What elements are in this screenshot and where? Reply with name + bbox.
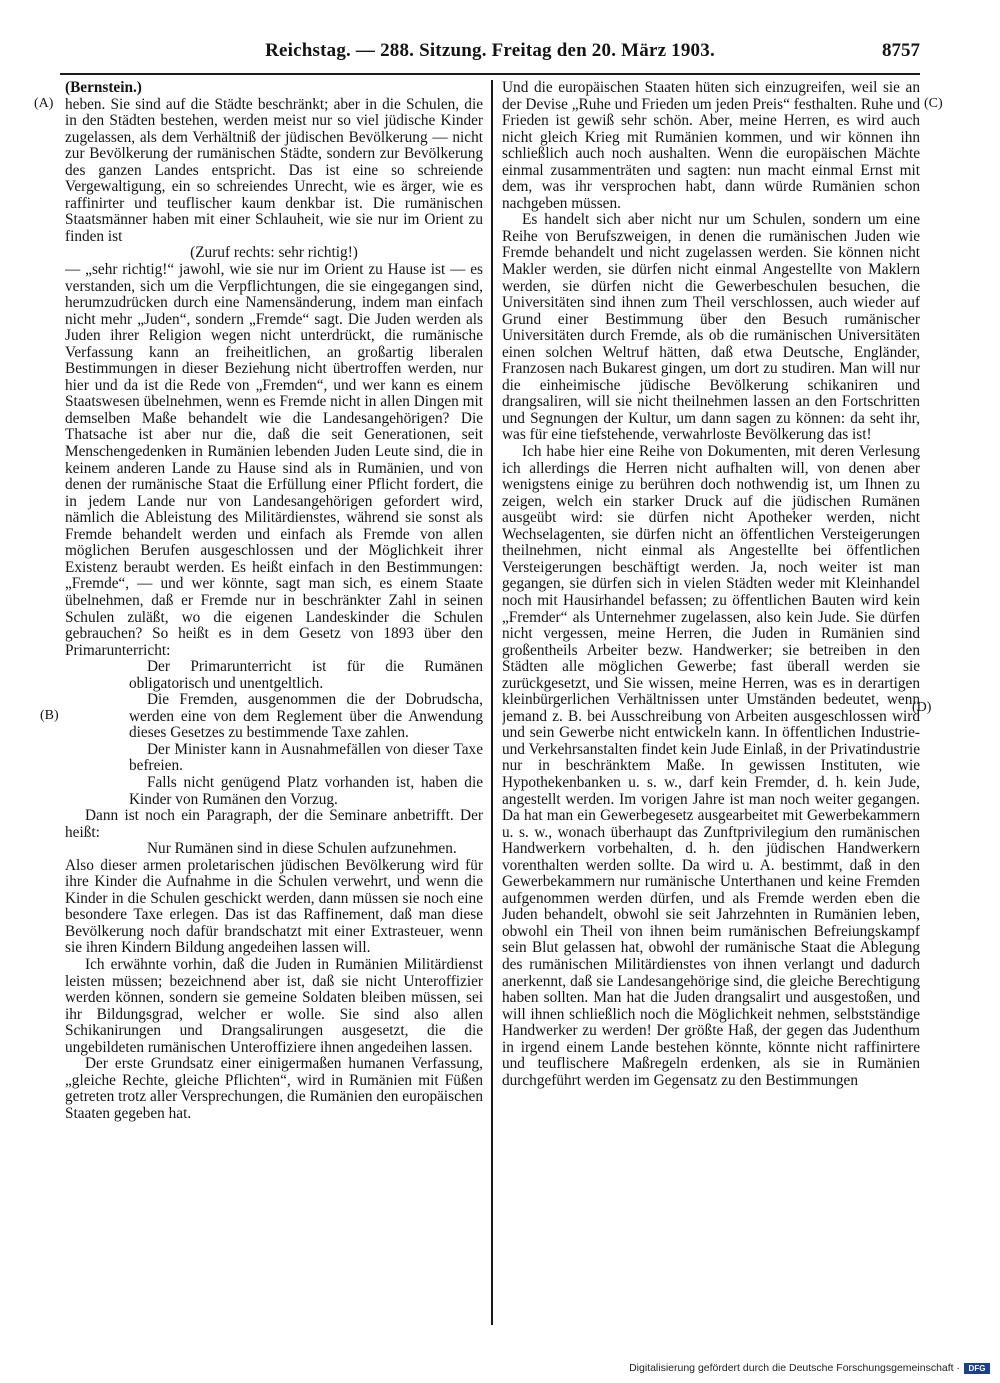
paragraph: Es handelt sich aber nicht nur um Schulen, sondern um eine Reihe von Berufszweigen, in denen die rumänischen Juden wie Fremde behandelt und nicht zugelassen werden. Sie können nicht Makler werden, sie dürfen nicht einmal Angestellte von Maklern werden, sie dürfen nicht die Gewerbeschulen besuchen, die Universitäten sind ihnen zum Theil verschlossen, auch wieder auf Grund einer Bestimmung über den Besuch rumänischer Universitäten durch Fremde, als ob die rumänischen Universitäten einen solchen Weltruf hätten, daß etwa Deutsche, Engländer, Franzosen nach Bukarest gingen, um dort zu studiren. Man will nur die einheimische jüdische Bevölkerung schikaniren und drangsaliren, will sie nicht theilnehmen lassen an den Fortschritten und Segnungen der Kultur, um dann sagen zu können: da seht ihr, was für eine tiefstehende, verwahrloste Bevölkerung das ist! [502,211,920,444]
paragraph: Ich erwähnte vorhin, daß die Juden in Rumänien Militärdienst leisten müssen; bezeichnend aber ist, daß sie nicht Unteroffizier werden können, sondern sie gemeine Soldaten bleiben müssen, sei ihr Bildungsgrad, welcher er wolle. Sie sind also allen Schikanirungen und Drangsalirungen ausgesetzt, die die ungebildeten rumänischen Unteroffiziere ihnen angedeihen lassen. [65,955,483,1056]
quoted-law: Nur Rumänen sind in diese Schulen aufzunehmen. [147,840,457,858]
speaker-name: (Bernstein.) [65,80,142,96]
column-divider [491,80,493,1325]
margin-marker-b: (B) [40,708,59,723]
header-rule [60,73,920,75]
quoted-law: Der Primarunterricht ist für die Rumänen obligatorisch und unentgeltlich. [129,658,483,692]
left-column [65,80,483,1325]
paragraph: — „sehr richtig!“ jawohl, wie sie nur im Orient zu Hause ist — es verstanden, sich um die Verpflichtungen, die sie eingegangen sind, herumzudrücken durch eine Namensänderung, indem man einfach nicht mehr „Juden“, sondern „Fremde“ sagt. Die Juden werden als Juden ihrer Religion wegen nicht unterdrückt, die rumänische Verfassung kann an freiheitlichen, an großartig liberalen Bestimmungen in dieser Beziehung nicht übertroffen werden, nur hier und da ist die Rede von „Fremden“, und wer kann es einem Staatswesen übelnehmen, wenn es Fremde nicht in allen Dingen mit demselben Maße behandelt wie die Landesangehörigen? Die Thatsache ist aber nur die, daß die seit Generationen, seit Menschengedenken in Rumänien lebenden Juden Leute sind, die in keinem anderen Lande zu Hause sind als in Rumänien, und von denen der rumänische Staat die Erfüllung einer Pflicht fordert, die in jedem Lande nur von Landesangehörigen gefordert wird, nämlich die Ableistung des Militärdienstes, während sie sonst als Fremde behandelt werden und einfach als Fremde von allen möglichen Berufen ausgeschlossen und der Möglichkeit ihrer Existenz beraubt werden. Es heißt einfach in den Bestimmungen: „Fremde“, — und wer könnte, sagt man sich, es einem Staate übelnehmen, daß er Fremde nur in beschränkter Zahl in seinen Schulen zuläßt, wo die eigenen Landeskinder die Schulen gebrauchen? So heißt es in dem Gesetz von 1893 über den Primarunterricht: [65,261,483,659]
paragraph: Ich habe hier eine Reihe von Dokumenten, mit deren Verlesung ich allerdings die Herren nicht aufhalten will, von denen aber wenigstens einige zu berühren doch nothwendig ist, um Ihnen zu zeigen, welch ein starker Druck auf die jüdischen Rumänen ausgeübt wird: sie dürfen nicht Apotheker werden, nicht Wechselagenten, sie dürfen nicht an öffentlichen Versteigerungen theilnehmen, nicht einmal als Angestellte bei öffentlichen Versteigerungen beschäftigt werden. Ja, noch weiter ist man gegangen, sie dürfen sich in vielen Städten weder mit Kleinhandel noch mit Hausirhandel befassen; zu öffentlichen Bauten wird kein „Fremder“ als Unternehmer zugelassen, also kein Jude. Sie dürfen nicht vergessen, meine Herren, die Juden in Rumänien sind großentheils Arbeiter bezw. Handwerker; sie betreiben in den Städten alle möglichen Gewerbe; fast überall werden sie zurückgesetzt, und Sie wissen, meine Herren, was es in derartigen kleinbürgerlichen Verhältnissen unter Umständen bedeutet, wenn jemand z. B. bei Ausschreibung von Arbeiten ausgeschlossen wird und sein Gewerbe nicht entwickeln kann. In öffentlichen Industrie- und Verkehrsanstalten findet kein Jude Einlaß, in der Privatindustrie nur in beschränktem Maße. In gewissen Instituten, wie Hypothekenbanken u. s. w., darf kein Fremder, d. h. kein Jude, angestellt werden. Im vorigen Jahre ist man noch weiter gegangen. Da hat man ein Gewerbegesetz ausgearbeitet mit Gewerbekammern u. s. w., wonach überhaupt das Zunftprivilegium den rumänischen Handwerkern vorbehalten, d. h. den jüdischen Handwerkern vorenthalten werden sollte. Da wird u. A. bestimmt, daß in den Gewerbekammern nur rumänische Unterthanen und keine Fremden aufgenommen werden dürfen, und als Fremde werden eben die Juden behandelt, obwohl sie seit Jahrzehnten in Rumänien leben, obwohl ein Theil von ihnen beim rumänischen Befreiungskampf sein Blut gelassen hat, obwohl der rumänische Staat die Ablegung des rumänischen Militärdienstes von ihnen verlangt und dadurch anerkennt, daß sie Landesangehörige sind, die gleiche Berechtigung haben sollten. Man hat die Juden drangsalirt und ausgestoßen, und will ihnen schließlich noch die Möglichkeit nehmen, selbstständige Handwerker zu werden! Der größte Haß, der gegen das Judenthum in irgend einem Lande bestehen könnte, könnte nicht raffinirtere und teuflischere Maßregeln erdenken, als sie in Rumänien durchgeführt werden im Gegensatz zu den Bestimmungen [502,443,920,1089]
paragraph: Dann ist noch ein Paragraph, der die Seminare anbetrifft. Der heißt: [65,807,483,841]
footer-credit [560,1362,990,1378]
paragraph: Der erste Grundsatz einer einigermaßen humanen Verfassung, „gleiche Rechte, gleiche Pflichten“, wird in Rumänien mit Füßen getreten trotz aller Versprechungen, die Rumänien den europäischen Staaten gegeben hat. [65,1055,483,1122]
quoted-law: Die Fremden, ausgenommen die der Dobrudscha, werden eine von dem Reglement über die Anwendung dieses Gesetzes zu bestimmende Taxe zahlen. [129,691,483,742]
margin-marker-c: (C) [924,96,943,111]
interjection: (Zuruf rechts: sehr richtig!) [190,244,358,262]
right-column [502,80,920,1325]
footer-text: Digitalisierung gefördert durch die Deutsche Forschungsgemeinschaft · [629,1362,960,1374]
paragraph: Und die europäischen Staaten hüten sich einzugreifen, weil sie an der Devise „Ruhe und Frieden um jeden Preis“ festhalten. Ruhe und Frieden ist gewiß sehr schön. Aber, meine Herren, es wird auch nicht gleich Krieg mit Rumänien kommen, und wir können ihn schließlich auch noch aushalten. Wenn die europäischen Mächte einmal zusammenträten und sagten: nun macht einmal Ernst mit dem, was ihr versprochen habt, dann würde Rumänien schon nachgeben müssen. [502,80,920,212]
page-number: 8757 [882,40,920,61]
margin-marker-d: (D) [912,700,932,715]
page-header [60,40,920,70]
margin-marker-a: (A) [34,96,54,111]
quoted-law: Falls nicht genügend Platz vorhanden ist, haben die Kinder von Rumänen den Vorzug. [129,773,483,808]
paragraph: heben. Sie sind auf die Städte beschränkt; aber in die Schulen, die in den Städten bestehen, werden meist nur so viel jüdische Kinder zugelassen, als dem Verhältniß der jüdischen Bevölkerung — nicht zur Bevölkerung der rumänischen Städte, sondern zur Bevölkerung des ganzen Landes entspricht. Das ist eine so schreiende Vergewaltigung, ein so schreiendes Unrecht, wie es ärger, wie es raffinirter und teuflischer kaum denkbar ist. Die rumänischen Staatsmänner haben mit einer Schlauheit, wie sie nur im Orient zu finden ist [65,95,483,245]
paragraph: Also dieser armen proletarischen jüdischen Bevölkerung wird für ihre Kinder die Aufnahme in die Schulen verwehrt, und wenn die Kinder in die Schulen geschickt werden, dann müssen sie noch eine besondere Taxe erlegen. Das ist das Raffinement, daß man diese Bevölkerung noch dafür brandschatzt mit einer Extrasteuer, wenn sie ihren Kindern Bildung angedeihen lassen will. [65,856,483,957]
dfg-logo: DFG [964,1363,990,1374]
quoted-law: Der Minister kann in Ausnahmefällen von dieser Taxe befreien. [129,740,483,775]
header-title: Reichstag. — 288. Sitzung. Freitag den 20. März 1903. [265,40,715,61]
